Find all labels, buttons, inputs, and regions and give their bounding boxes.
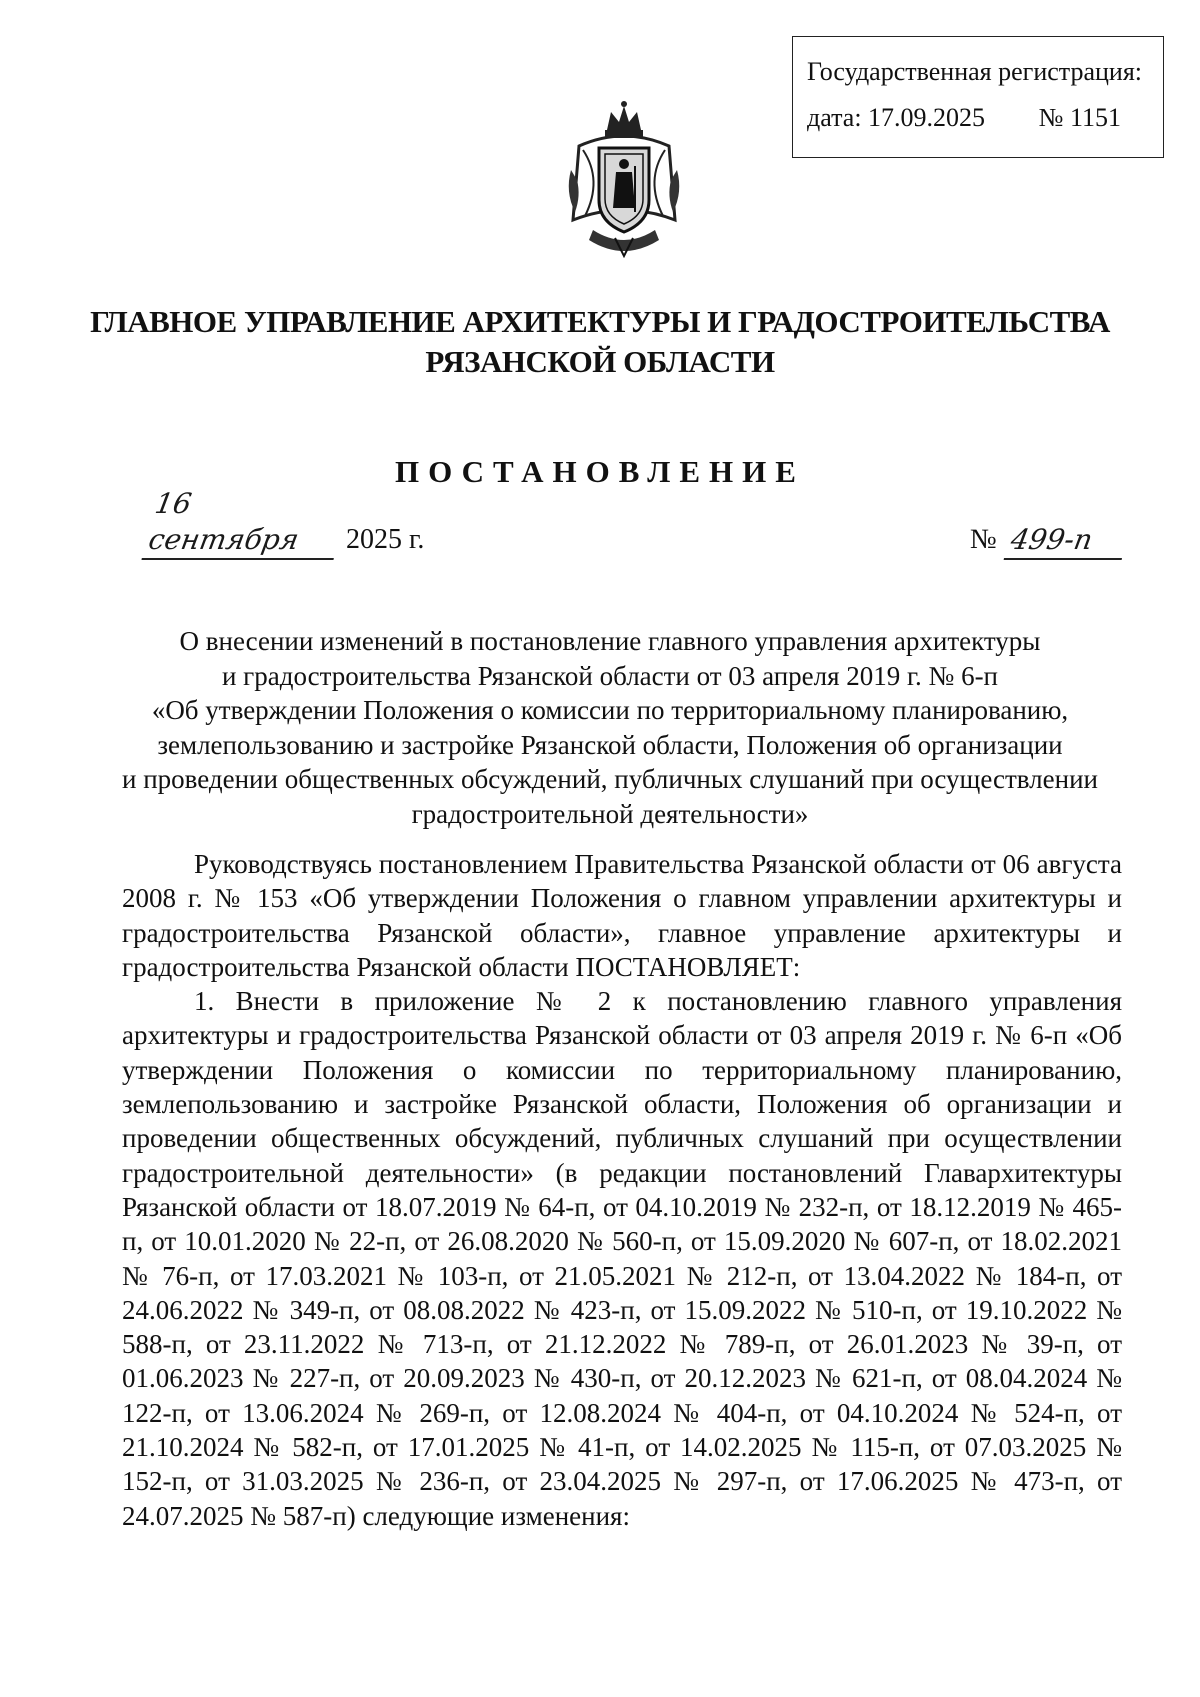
document-type: ПОСТАНОВЛЕНИЕ — [395, 454, 805, 489]
subject-line: и проведении общественных обсуждений, публичных слушаний при осуществлении — [122, 764, 1098, 794]
coat-of-arms-emblem — [563, 100, 685, 258]
body-paragraph-item-1: 1. Внести в приложение № 2 к постановлению главного управления архитектуры и градостроительства Рязанской области от 03 апреля 2019 г. № 6-п «Об утверждении Положения о комиссии по территориальному планированию, землепользованию и застройке Рязанской области, Положения об организации и проведении общественных обсуждений, публичных слушаний при осуществлении градостроительной деятельности» (в редакции постановлений Главархитектуры Рязанской области от 18.07.2019 № 64-п, от 04.10.2019 № 232-п, от 18.12.2019 № 465-п, от 10.01.2020 № 22-п, от 26.08.2020 № 560-п, от 15.09.2020 № 607-п, от 18.02.2021 № 76-п, от 17.03.2021 № 103-п, от 21.05.2021 № 212-п, от 13.04.2022 № 184-п, от 24.06.2022 № 349-п, от 08.08.2022 № 423-п, от 15.09.2022 № 510-п, от 19.10.2022 № 588-п, от 23.11.2022 № 713-п, от 21.12.2022 № 789-п, от 26.01.2023 № 39-п, от 01.06.2023 № 227-п, от 20.09.2023 № 430-п, от 20.12.2023 № 621-п, от 08.04.2024 № 122-п, от 13.06.2024 № 269-п, от 12.08.2024 № 404-п, от 04.10.2024 № 524-п, от 21.10.2024 № 582-п, от 17.01.2025 № 41-п, от 14.02.2025 № 115-п, от 07.03.2025 № 152-п, от 31.03.2025 № 236-п, от 23.04.2025 № 297-п, от 17.06.2025 № 473-п, от 24.07.2025 № 587-п) следующие изменения: — [122, 986, 1122, 1531]
registration-date: дата: 17.09.2025 — [807, 103, 986, 132]
document-number — [970, 512, 1125, 560]
agency-title-line2: РЯЗАНСКОЙ ОБЛАСТИ — [425, 344, 775, 379]
document-body — [122, 847, 1122, 1533]
subject-line: и градостроительства Рязанской области от 03 апреля 2019 г. № 6-п — [221, 660, 999, 691]
handwritten-date: 16 сентября — [141, 486, 346, 560]
document-date — [146, 487, 425, 560]
subject-line: «Об утверждении Положения о комиссии по территориальному планированию, — [151, 695, 1069, 725]
subject-line: градостроительной деятельности» — [411, 798, 809, 829]
agency-title-line1: ГЛАВНОЕ УПРАВЛЕНИЕ АРХИТЕКТУРЫ И ГРАДОСТРОИТЕЛЬСТВА — [90, 304, 1110, 339]
subject-line: О внесении изменений в постановление главного управления архитектуры — [179, 626, 1041, 656]
handwritten-number: 499-п — [1003, 522, 1128, 560]
document-subject — [110, 624, 1110, 831]
number-prefix: № — [970, 524, 997, 555]
registration-title: Государственная регистрация: — [807, 57, 1143, 86]
registration-number: № 1151 — [1038, 103, 1121, 132]
agency-title — [0, 302, 1200, 382]
document-year: 2025 г. — [346, 524, 425, 555]
registration-details — [807, 101, 1149, 135]
registration-stamp — [792, 36, 1164, 158]
body-paragraph-preamble: Руководствуясь постановлением Правительства Рязанской области от 06 августа 2008 г. № 153 «Об утверждении Положения о главном управлении архитектуры и градостроительства Рязанской области», главное управление архитектуры и градостроительства Рязанской области ПОСТАНОВЛЯЕТ: — [122, 849, 1122, 982]
subject-line: землепользованию и застройке Рязанской области, Положения об организации — [157, 729, 1063, 760]
